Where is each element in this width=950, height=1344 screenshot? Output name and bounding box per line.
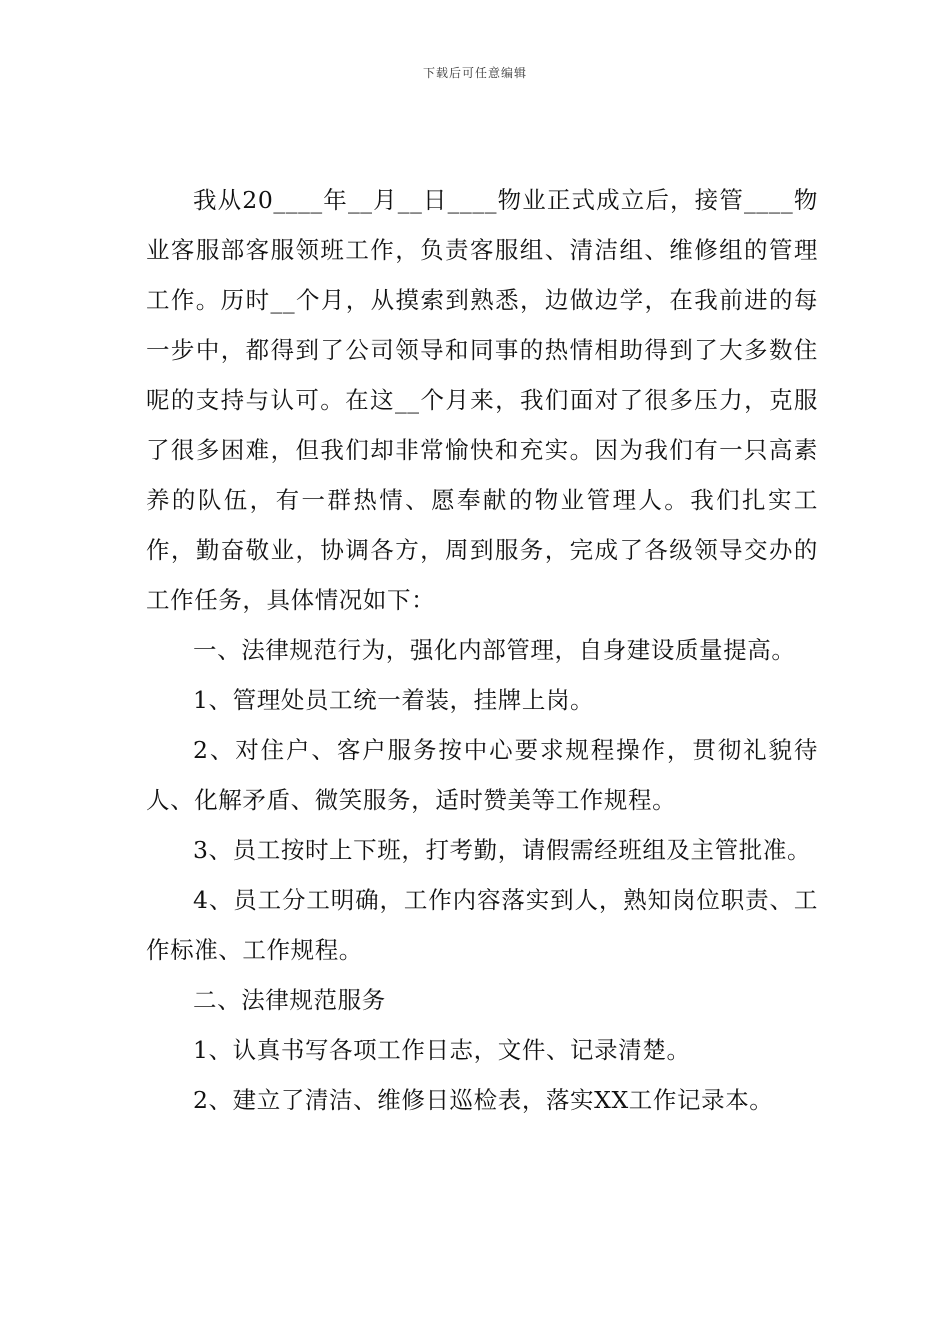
list-item-2-1: 1、认真书写各项工作日志，文件、记录清楚。 (193, 1036, 691, 1064)
list-item-1-4: 4、员工分工明确，工作内容落实到人，熟知岗位职责、工作标准、工作规程。 (146, 886, 818, 964)
section-heading-1: 一、法律规范行为，强化内部管理，自身建设质量提高。 (193, 636, 796, 664)
document-body (146, 175, 818, 1125)
list-item-1-2: 2、对住户、客户服务按中心要求规程操作，贯彻礼貌待人、化解矛盾、微笑服务，适时赞美等工作规程。 (146, 736, 818, 814)
list-item-1-3: 3、员工按时上下班，打考勤，请假需经班组及主管批准。 (193, 836, 812, 864)
list-item-1-1: 1、管理处员工统一着装，挂牌上岗。 (193, 686, 595, 714)
page-header: 下载后可任意编辑 (422, 66, 527, 80)
list-item-2-2: 2、建立了清洁、维修日巡检表，落实XX工作记录本。 (193, 1086, 774, 1114)
section-heading-2: 二、法律规范服务 (193, 986, 386, 1014)
paragraph-intro: 我从20____年__月__日____物业正式成立后，接管____物业客服部客服领班工作，负责客服组、清洁组、维修组的管理工作。历时__个月，从摸索到熟悉，边做边学，在我前进的每一步中，都得到了公司领导和同事的热情相助得到了大多数住呢的支持与认可。在这__个月来，我们面对了很多压力，克服了很多困难，但我们却非常愉快和充实。因为我们有一只高素养的队伍，有一群热情、愿奉献的物业管理人。我们扎实工作，勤奋敬业，协调各方，周到服务，完成了各级领导交办的工作任务，具体情况如下： (146, 186, 818, 614)
